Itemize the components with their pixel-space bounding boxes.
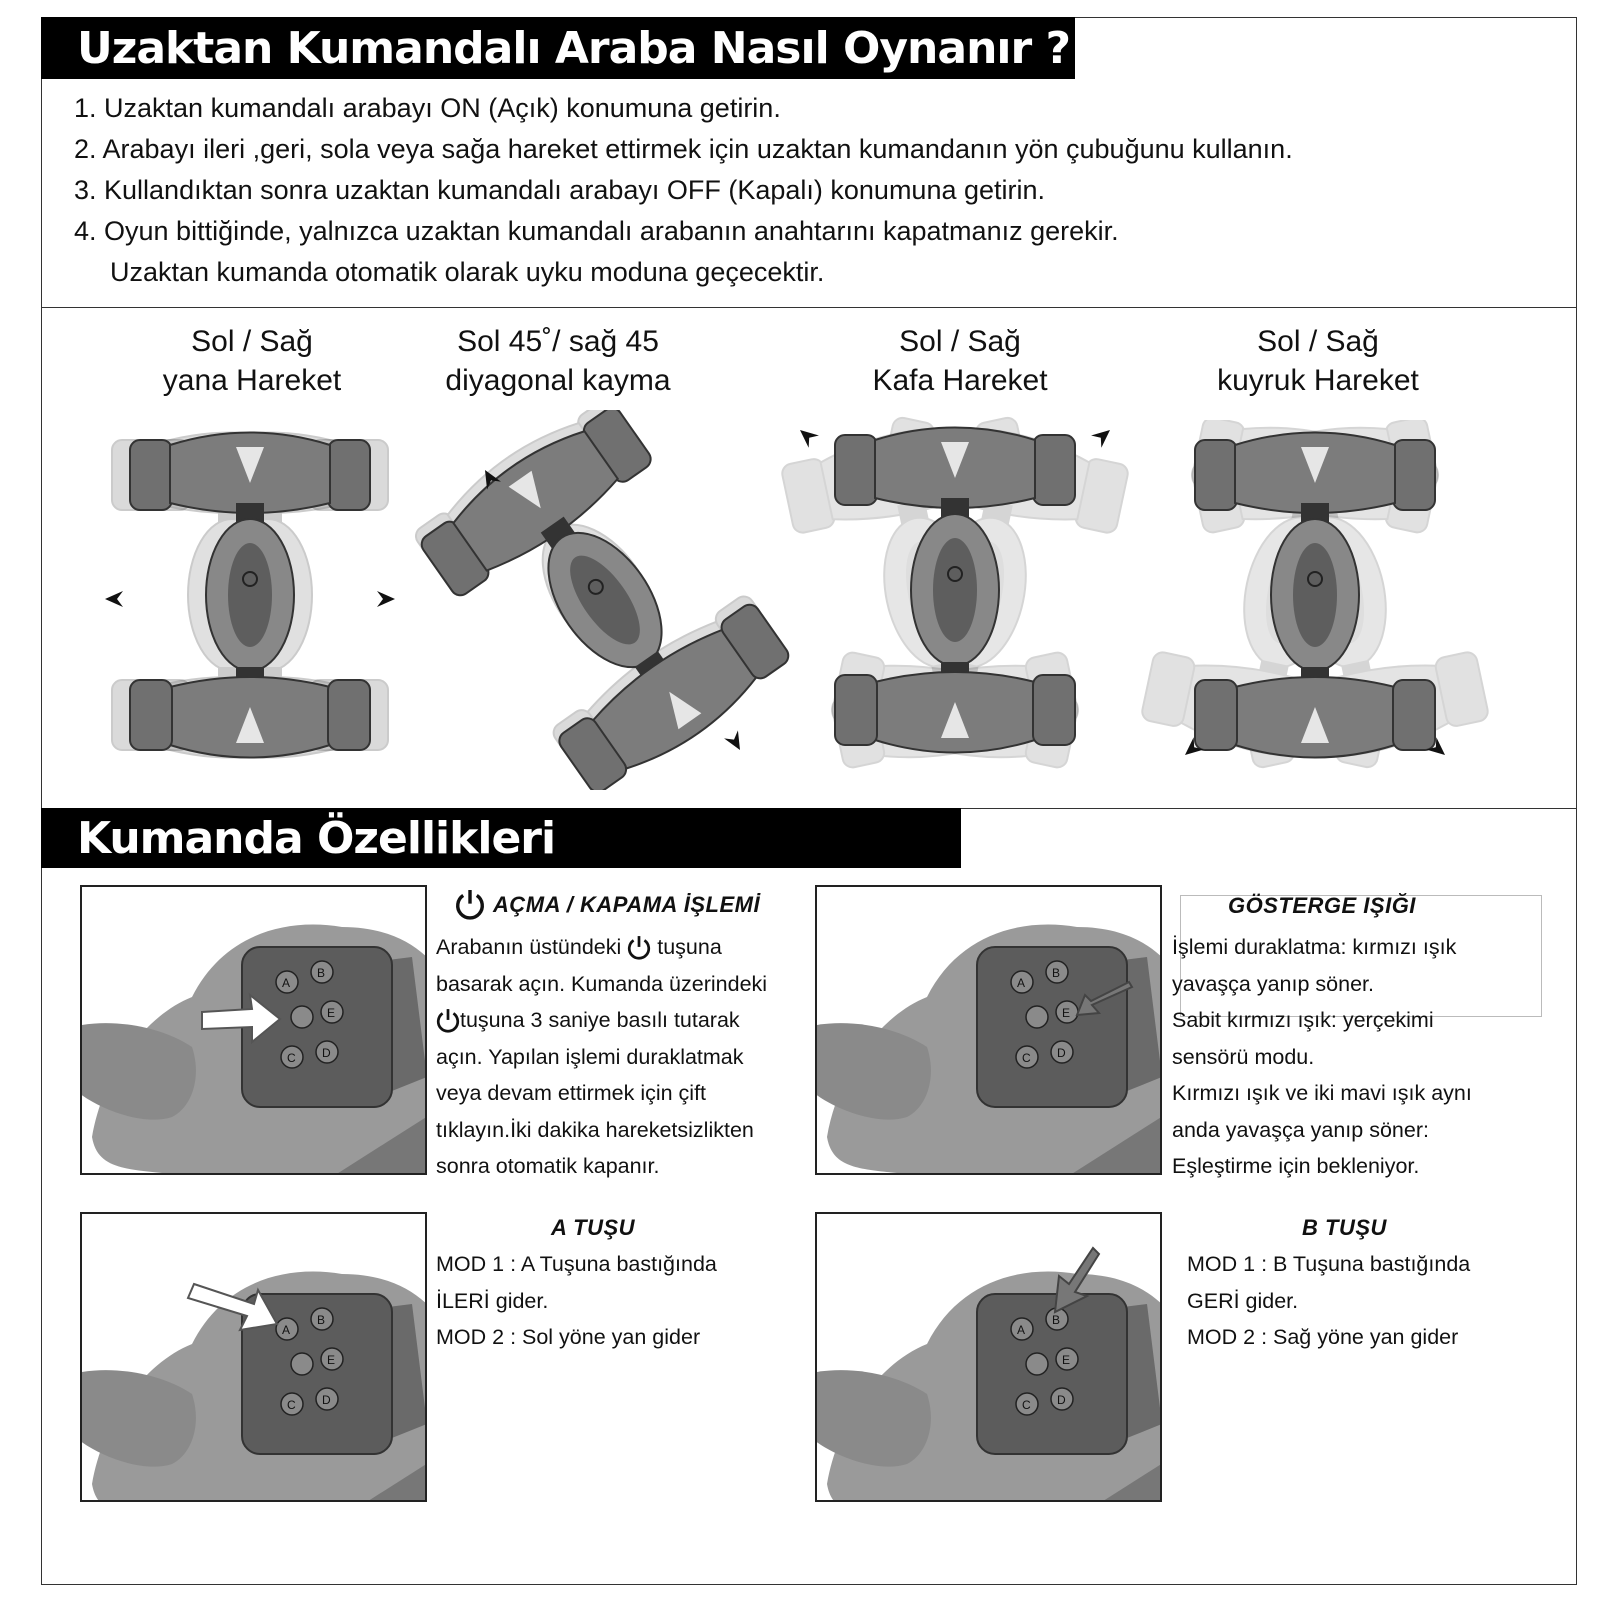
step-2: 2. Arabayı ileri ,geri, sola veya sağa hareket ettirmek için uzaktan kumandanın yön çubuğunu kullanın.	[74, 134, 1293, 164]
car-tail-illustration	[1135, 420, 1495, 780]
car-lateral-illustration	[100, 425, 400, 765]
step-1: 1. Uzaktan kumandalı arabayı ON (Açık) konumuna getirin.	[74, 93, 781, 123]
car-head-illustration	[775, 415, 1135, 775]
step-4-continued: Uzaktan kumanda otomatik olarak uyku moduna geçecektir.	[110, 257, 825, 287]
svg-text:E: E	[1062, 1006, 1071, 1020]
mode-title-tail: Sol / Sağ kuyruk Hareket	[1217, 325, 1419, 397]
power-title: AÇMA / KAPAMA İŞLEMİ	[455, 888, 760, 922]
mode-title-diagonal: Sol 45˚/ sağ 45 diyagonal kayma	[445, 325, 671, 397]
svg-text:C: C	[287, 1051, 296, 1065]
remote-indicator-image	[815, 885, 1162, 1175]
svg-text:D: D	[1057, 1046, 1066, 1060]
svg-text:A: A	[282, 976, 291, 990]
instruction-steps	[74, 88, 1554, 293]
power-description: Arabanın üstündeki tuşuna basarak açın. Kumanda üzerindeki tuşuna 3 saniye basılı tutarak açın. Yapılan işlemi duraklatmak veya devam ettirmek için çift tıklayın.İki dakika hareketsizlikten sonra otomatik kapanır.	[436, 935, 768, 1178]
svg-text:E: E	[327, 1353, 336, 1367]
power-icon	[455, 888, 485, 922]
mode-title-lateral: Sol / Sağ yana Hareket	[162, 325, 342, 397]
b-key-title: B TUŞU	[1302, 1215, 1387, 1240]
remote-a-key-image	[80, 1212, 427, 1502]
svg-text:D: D	[322, 1393, 331, 1407]
a-key-description: MOD 1 : A Tuşuna bastığında İLERİ gider. MOD 2 : Sol yöne yan gider	[436, 1252, 717, 1349]
mode-title-head: Sol / Sağ Kafa Hareket	[872, 325, 1048, 397]
indicator-title: GÖSTERGE IŞIĞI	[1228, 893, 1416, 918]
svg-text:E: E	[327, 1006, 336, 1020]
indicator-description: İşlemi duraklatma: kırmızı ışık yavaşça yanıp söner. Sabit kırmızı ışık: yerçekimi sensörü modu. Kırmızı ışık ve iki mavi ışık aynı anda yavaşça yanıp söner: Eşleştirme için bekleniyor.	[1172, 935, 1472, 1178]
svg-text:E: E	[1062, 1353, 1071, 1367]
svg-text:B: B	[317, 966, 326, 980]
svg-text:A: A	[1017, 1323, 1026, 1337]
b-key-description: MOD 1 : B Tuşuna bastığında GERİ gider. MOD 2 : Sağ yöne yan gider	[1187, 1252, 1471, 1349]
svg-text:C: C	[1022, 1051, 1031, 1065]
svg-text:A: A	[282, 1323, 291, 1337]
svg-text:A: A	[1017, 976, 1026, 990]
step-3: 3. Kullandıktan sonra uzaktan kumandalı arabayı OFF (Kapalı) konumuna getirin.	[74, 175, 1046, 205]
svg-text:B: B	[1052, 1313, 1061, 1327]
svg-text:B: B	[1052, 966, 1061, 980]
power-icon	[627, 935, 651, 961]
remote-power-image	[80, 885, 427, 1175]
divider	[41, 307, 1577, 308]
svg-text:D: D	[1057, 1393, 1066, 1407]
remote-b-key-image	[815, 1212, 1162, 1502]
svg-text:B: B	[317, 1313, 326, 1327]
remote-features-title: Kumanda Özellikleri	[77, 812, 556, 864]
svg-text:D: D	[322, 1046, 331, 1060]
how-to-play-banner	[41, 17, 1075, 79]
svg-text:C: C	[287, 1398, 296, 1412]
svg-text:C: C	[1022, 1398, 1031, 1412]
remote-features-banner	[41, 808, 961, 868]
a-key-title: A TUŞU	[551, 1215, 636, 1240]
car-diagonal-illustration	[415, 410, 795, 790]
step-4: 4. Oyun bittiğinde, yalnızca uzaktan kumandalı arabanın anahtarını kapatmanız gerekir.	[74, 216, 1119, 246]
how-to-play-title: Uzaktan Kumandalı Araba Nasıl Oynanır ?	[77, 22, 1071, 74]
power-icon	[436, 1008, 460, 1034]
